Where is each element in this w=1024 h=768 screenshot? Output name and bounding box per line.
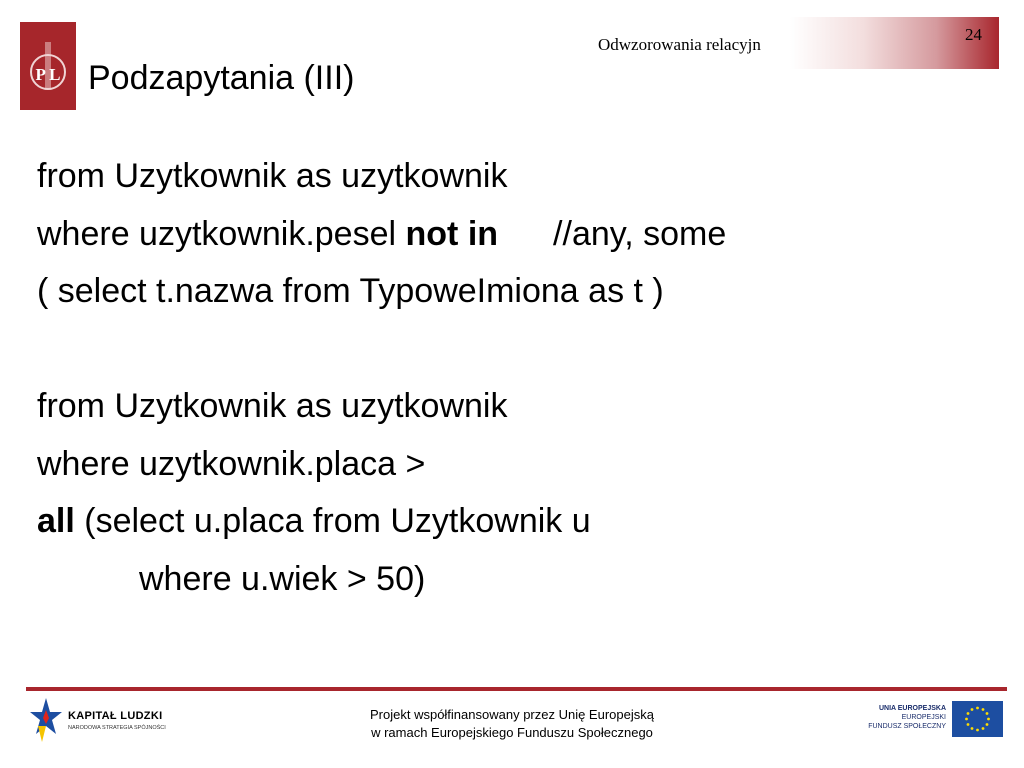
pl-emblem-icon [20, 22, 76, 110]
query2-subquery-text: (select u.placa from Uzytkownik u [74, 502, 591, 540]
kapital-ludzki-star-icon [28, 696, 64, 744]
query1-line3: ( select t.nazwa from TypoweImiona as t ) [37, 272, 664, 310]
kapital-ludzki-logo [28, 696, 188, 746]
query2-line1: from Uzytkownik as uzytkownik [37, 387, 508, 425]
eu-fund-label [850, 704, 946, 731]
footer-divider [26, 687, 1007, 691]
query1-line1: from Uzytkownik as uzytkownik [37, 157, 508, 195]
slide-body [37, 150, 726, 610]
query1-comment: //any, some [553, 214, 727, 253]
eu-union-label: UNIA EUROPEJSKA [878, 705, 946, 712]
query1-where-text: where uzytkownik.pesel [37, 214, 406, 253]
funding-notice [300, 706, 724, 742]
kapital-ludzki-subtitle: NARODOWA STRATEGIA SPÓJNOŚCI [68, 725, 166, 731]
eu-flag-icon [952, 701, 1003, 737]
page-number: 24 [965, 25, 982, 44]
eu-fund-label-line3: FUNDUSZ SPOŁECZNY [868, 723, 946, 730]
query1-line2 [37, 208, 726, 266]
blank-line [37, 323, 726, 381]
keyword-not-in: not in [405, 214, 499, 253]
keyword-all: all [37, 502, 75, 540]
funding-notice-line2: w ramach Europejskiego Funduszu Społecznego [371, 725, 653, 740]
query2-line3 [37, 495, 726, 553]
running-title: Odwzorowania relacyjn [598, 35, 761, 54]
funding-notice-line1: Projekt współfinansowany przez Unię Europejską [370, 707, 654, 722]
query2-line4: where u.wiek > 50) [139, 559, 426, 598]
university-logo [20, 22, 76, 110]
query2-line2: where uzytkownik.placa > [37, 444, 426, 483]
kapital-ludzki-title: KAPITAŁ LUDZKI [68, 710, 163, 722]
svg-text:P L: P L [35, 65, 61, 84]
eu-fund-label-line2: EUROPEJSKI [901, 714, 946, 721]
slide-title: Podzapytania (III) [88, 59, 355, 97]
